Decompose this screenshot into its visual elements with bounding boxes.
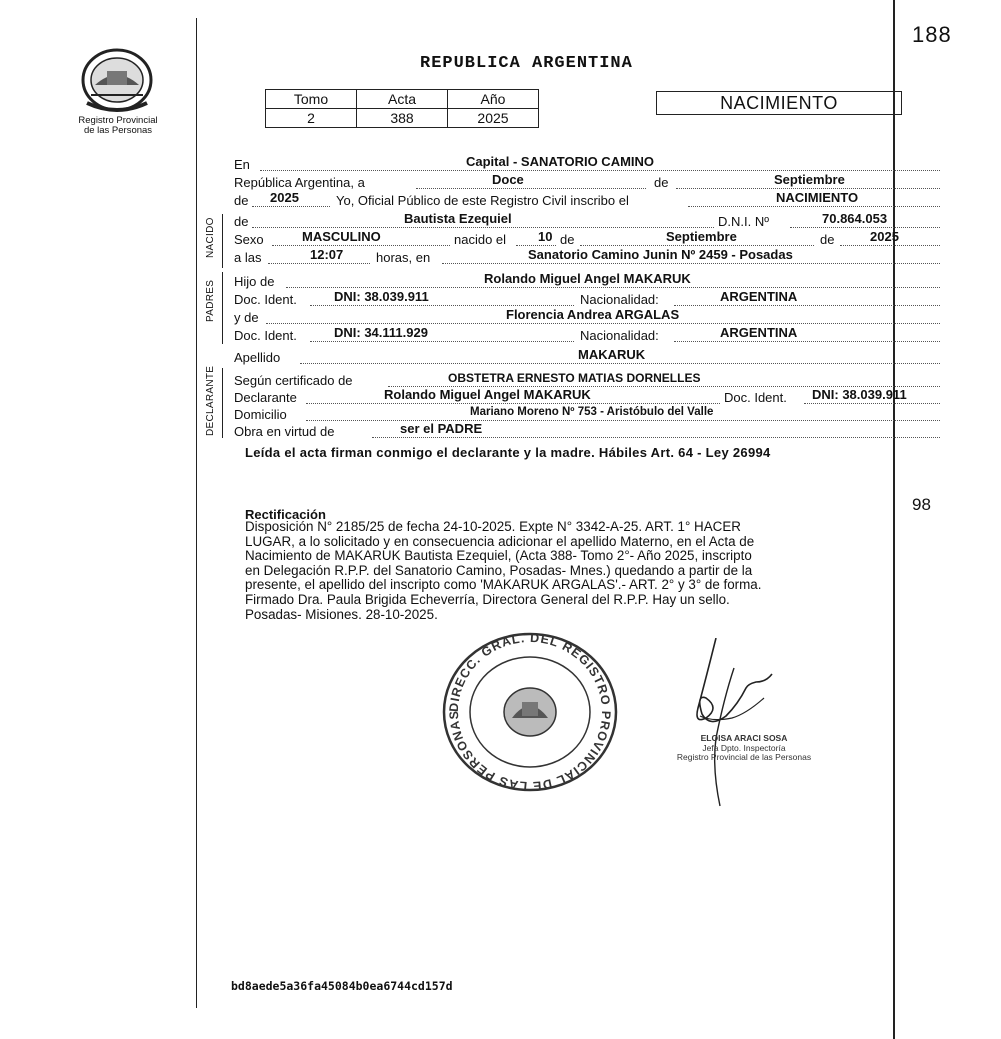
value-padre-doc: DNI: 38.039.911 <box>334 289 429 304</box>
row-obra <box>234 421 940 440</box>
provincial-logo <box>77 45 157 115</box>
value-hora: 12:07 <box>310 247 344 262</box>
value-padre: Rolando Miguel Angel MAKARUK <box>484 271 691 286</box>
value-madre-doc: DNI: 34.111.929 <box>334 325 428 340</box>
value-lugar: Capital - SANATORIO CAMINO <box>466 154 655 169</box>
page-number: 188 <box>912 22 952 47</box>
section-label-declarante: DECLARANTE <box>205 365 216 436</box>
document-title: REPUBLICA ARGENTINA <box>420 54 633 73</box>
label-de: de <box>560 232 575 247</box>
signer-org: Registro Provincial de las Personas <box>676 752 812 762</box>
value-dia-inscripcion: Doce <box>492 172 524 187</box>
logo-caption-line2: de las Personas <box>83 125 153 136</box>
label-y-de: y de <box>234 310 259 325</box>
value-obra: ser el PADRE <box>400 421 483 436</box>
value-declarante: Rolando Miguel Angel MAKARUK <box>384 387 591 402</box>
value-anio-nac: 2025 <box>870 229 899 244</box>
label-de: de <box>234 214 249 229</box>
row-republica <box>234 172 940 191</box>
label-republica: República Argentina, a <box>234 175 365 190</box>
rectificacion-line: LUGAR, a lo solicitado y en consecuencia adicionar el apellido Materno, en el Acta de <box>245 533 755 549</box>
value-madre: Florencia Andrea ARGALAS <box>506 307 680 322</box>
row-madre-doc <box>234 325 940 344</box>
document-hash: bd8aede5a36fa45084b0ea6744cd157d <box>231 979 453 993</box>
label-nacionalidad: Nacionalidad: <box>580 292 659 307</box>
rectificacion-line: Posadas- Misiones. 28-10-2025. <box>245 606 438 622</box>
value-domicilio: Mariano Moreno Nº 753 - Aristóbulo del Valle <box>470 406 714 418</box>
table-header: Tomo <box>266 90 357 109</box>
value-declarante-doc: DNI: 38.039.911 <box>812 387 907 402</box>
row-padre-doc <box>234 289 940 308</box>
table-header: Año <box>448 90 539 109</box>
table-cell: 2 <box>266 109 357 128</box>
label-hijo-de: Hijo de <box>234 274 275 289</box>
label-domicilio: Domicilio <box>234 407 287 422</box>
value-nombre: Bautista Ezequiel <box>404 211 512 226</box>
rectificacion-body <box>245 520 965 622</box>
signature <box>676 638 796 808</box>
table-header: Acta <box>357 90 448 109</box>
row-apellido <box>234 347 940 366</box>
value-dni: 70.864.053 <box>822 211 888 226</box>
value-padre-nac: ARGENTINA <box>720 289 798 304</box>
value-madre-nac: ARGENTINA <box>720 325 798 340</box>
table-cell: 2025 <box>448 109 539 128</box>
value-mes-nac: Septiembre <box>666 229 737 244</box>
label-nacido-el: nacido el <box>454 232 507 247</box>
record-type-box: NACIMIENTO <box>656 91 902 115</box>
label-obra: Obra en virtud de <box>234 424 335 439</box>
value-apellido: MAKARUK <box>578 347 646 362</box>
rectificacion-line: Firmado Dra. Paula Brigida Echeverría, Directora General del R.P.P. Hay un sello. <box>245 591 730 607</box>
table-cell: 388 <box>357 109 448 128</box>
rectificacion-line: Nacimiento de MAKARUK Bautista Ezequiel, (Acta 388- Tomo 2°- Año 2025, inscripto <box>245 548 752 564</box>
row-hora <box>234 247 940 266</box>
label-apellido: Apellido <box>234 350 281 365</box>
section-divider <box>222 214 223 268</box>
misiones-seal-icon <box>77 45 157 115</box>
record-index-table <box>265 89 539 128</box>
label-dni: D.N.I. Nº <box>718 214 769 229</box>
value-dia-nac: 10 <box>538 229 553 244</box>
row-domicilio <box>234 407 940 423</box>
value-tipo: NACIMIENTO <box>776 190 859 205</box>
closing-statement: Leída el acta firman conmigo el declarante y la madre. Hábiles Art. 64 - Ley 26994 <box>245 445 771 460</box>
label-doc-ident: Doc. Ident. <box>234 292 297 307</box>
row-madre <box>234 307 940 326</box>
label-doc-ident-declarante: Doc. Ident. <box>724 390 787 405</box>
stamp-ring-text: DIRECC. GRAL. DEL REGISTRO PROVINCIAL DE LAS PERSONAS <box>446 632 614 792</box>
signer-role: Jefa Dpto. Inspectoría <box>702 742 786 753</box>
label-de: de <box>820 232 835 247</box>
value-anio-inscripcion: 2025 <box>270 190 299 205</box>
label-declarante: Declarante <box>234 390 297 405</box>
logo-caption <box>60 116 176 136</box>
rectificacion-line: Disposición N° 2185/25 de fecha 24-10-2025. Expte N° 3342-A-25. ART. 1° HACER <box>245 519 741 534</box>
row-oficial <box>234 190 940 209</box>
row-en <box>234 154 940 173</box>
row-padre <box>234 271 940 290</box>
value-lugar-nac: Sanatorio Camino Junin Nº 2459 - Posadas <box>528 247 793 262</box>
label-sexo: Sexo <box>234 232 264 247</box>
label-nacionalidad: Nacionalidad: <box>580 328 659 343</box>
section-label-padres: PADRES <box>205 279 216 322</box>
logo-caption-line1: Registro Provincial <box>78 115 158 126</box>
section-divider <box>222 368 223 438</box>
value-mes-inscripcion: Septiembre <box>774 172 845 187</box>
label-en: En <box>234 157 250 172</box>
label-de: de <box>654 175 669 190</box>
section-divider <box>222 272 223 344</box>
value-sexo: MASCULINO <box>302 229 381 244</box>
value-certificado: OBSTETRA ERNESTO MATIAS DORNELLES <box>448 371 701 385</box>
label-horas-en: horas, en <box>376 250 431 265</box>
official-stamp-seal-icon <box>442 632 618 792</box>
label-de: de <box>234 193 249 208</box>
signer-name: ELOISA ARACI SOSA <box>700 733 788 743</box>
rectificacion-line: en Delegación R.P.P. del Sanatorio Camino, Posadas- Mnes.) quedando a partir de la <box>245 562 753 578</box>
label-a-las: a las <box>234 250 262 265</box>
row-nombre <box>234 211 940 230</box>
rectificacion-line: presente, el apellido del inscripto como 'MAKARUK ARGALAS'.- ART. 2° y 3° de forma. <box>245 577 762 593</box>
row-sexo <box>234 229 940 248</box>
signature-block <box>644 734 844 763</box>
label-doc-ident: Doc. Ident. <box>234 328 297 343</box>
rectificacion-title: Rectificación <box>245 507 326 522</box>
official-stamp <box>442 632 618 792</box>
label-oficial: Yo, Oficial Público de este Registro Civil inscribo el <box>336 193 629 208</box>
section-label-nacido: NACIDO <box>205 217 216 258</box>
label-segun: Según certificado de <box>234 373 353 388</box>
side-number: 98 <box>912 495 931 514</box>
signature-scribble-icon <box>676 638 796 808</box>
left-margin-line <box>196 18 197 1008</box>
